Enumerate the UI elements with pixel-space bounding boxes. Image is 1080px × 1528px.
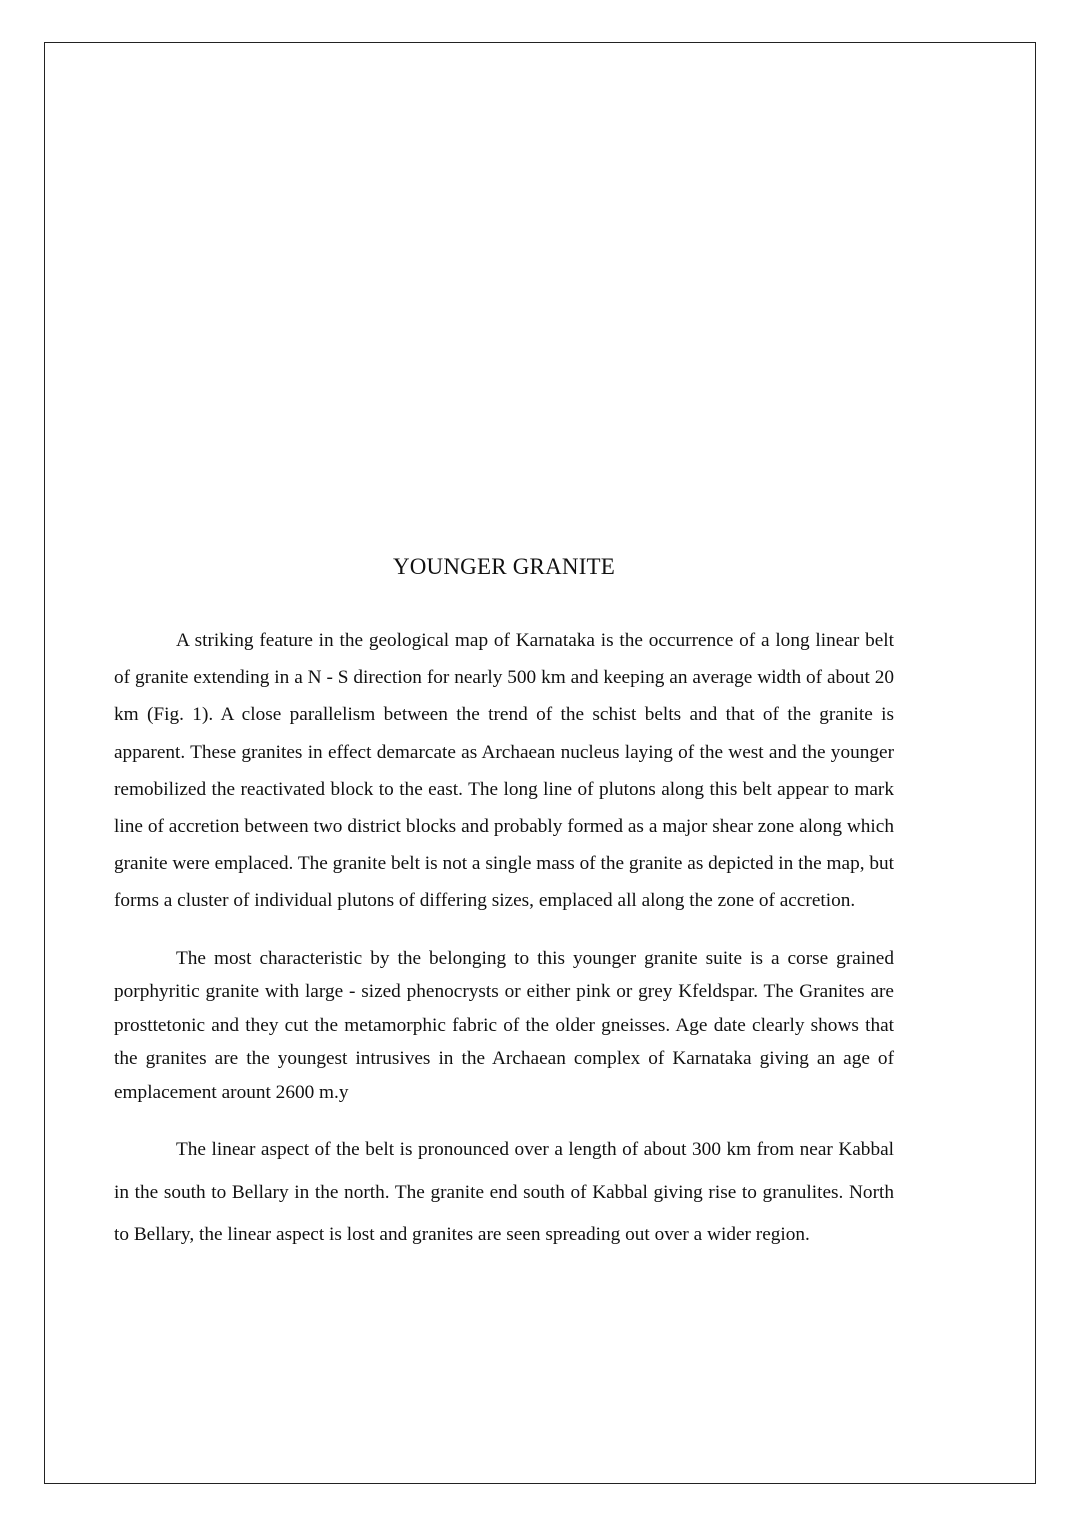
paragraph-line: The long line of plutons along this belt appear to mark line of accretion between two xyxy=(114,778,894,838)
paragraph-line: emplaced. The granite belt is not a single mass of the granite as depicted in the map, but xyxy=(214,853,895,875)
paragraph-line: A striking feature in the geological map of Karnataka is the occurrence of a long xyxy=(176,630,816,651)
paragraph-line: spreading out over a wider region. xyxy=(545,1224,810,1246)
document-body xyxy=(114,552,894,1257)
paragraph-line: accretion. xyxy=(779,890,856,912)
paragraph-line: Kfeldspar. The Granites are prosttetonic and they cut the metamorphic fabric of the older xyxy=(114,981,894,1036)
paragraph-line: forms a cluster of individual plutons of differing sizes, emplaced all along the zone of xyxy=(114,890,780,912)
paragraph-line: rise to granulites. North to Bellary, the linear aspect is lost and granites are seen xyxy=(114,1181,894,1246)
paragraph-1 xyxy=(114,622,894,920)
paragraph-3 xyxy=(114,1129,894,1257)
page-title: YOUNGER GRANITE xyxy=(392,554,616,579)
paragraph-line: Archaean complex of Karnataka giving an age of emplacement arount 2600 m.y xyxy=(114,1048,894,1103)
paragraph-line: district blocks and probably formed as a major shear zone along which granite were xyxy=(114,816,894,875)
paragraph-line: gneisses. Age date clearly shows that the granites are the youngest intrusives in the xyxy=(114,1014,894,1070)
paragraph-line: average width of about 20 km (Fig. 1). A close parallelism between the trend of the schist xyxy=(114,667,894,726)
paragraph-line: belts and that of the granite is apparent. These granites in effect demarcate as Archaean xyxy=(114,704,894,763)
paragraph-2 xyxy=(114,942,894,1110)
paragraph-line: nucleus laying of the west and the younger remobilized the reactivated block to the east. xyxy=(114,741,894,800)
paragraph-line: The most characteristic by the belonging to this younger granite suite is a corse xyxy=(176,947,837,969)
paragraph-line: near Kabbal in the south to Bellary in the north. The granite end south of Kabbal giving xyxy=(114,1139,894,1203)
paragraph-line: The linear aspect of the belt is pronounced over a length of about 300 km from xyxy=(176,1139,800,1161)
paragraph-line: grained porphyritic granite with large - sized phenocrysts or either pink or grey xyxy=(114,947,894,1003)
paragraph-line: linear belt of granite extending in a N - S direction for nearly 500 km and keeping an xyxy=(114,630,895,689)
